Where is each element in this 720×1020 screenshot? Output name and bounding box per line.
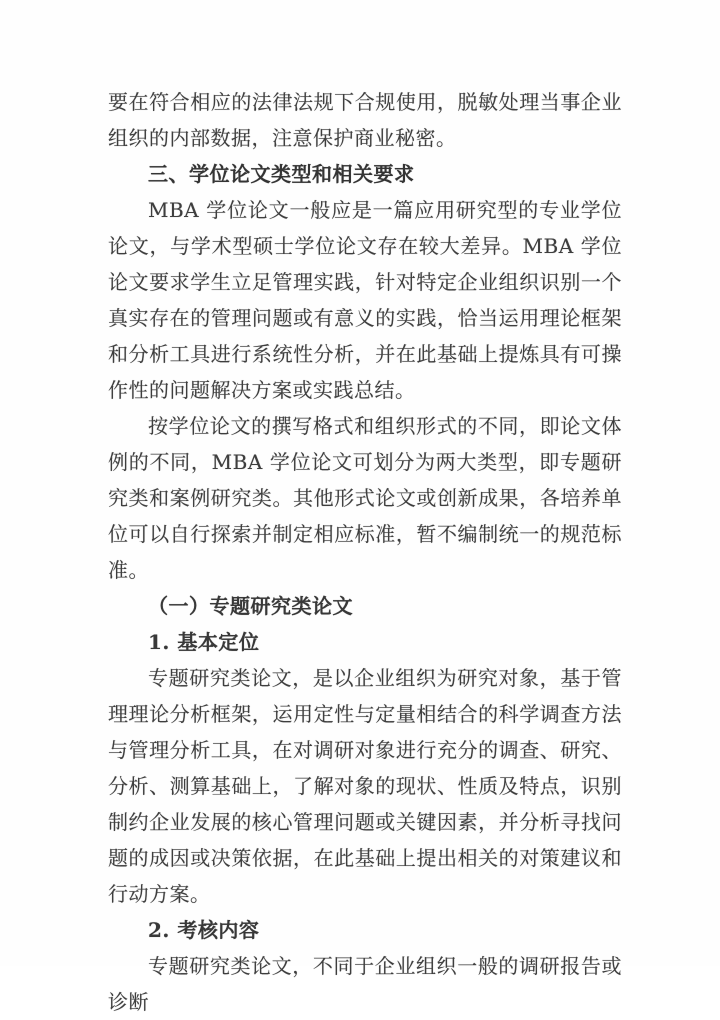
body-paragraph-truncated: 专题研究类论文，不同于企业组织一般的调研报告或诊断: [108, 954, 622, 1014]
numbered-heading-2: 2. 考核内容: [148, 918, 260, 942]
body-paragraph: 按学位论文的撰写格式和组织形式的不同，即论文体例的不同，MBA 学位论文可划分为两大类型，即专题研究类和案例研究类。其他形式论文或创新成果，各培养单位可以自行探索并制定相应标准，暂不编制统一的规范标准。: [108, 414, 622, 582]
body-paragraph: MBA 学位论文一般应是一篇应用研究型的专业学位论文，与学术型硕士学位论文存在较大差异。MBA 学位论文要求学生立足管理实践，针对特定企业组织识别一个真实存在的管理问题或有意义的实践，恰当运用理论框架和分析工具进行系统性分析，并在此基础上提炼具有可操作性的问题解决方案或实践总结。: [108, 198, 622, 402]
body-paragraph: 专题研究类论文，是以企业组织为研究对象，基于管理理论分析框架，运用定性与定量相结合的科学调查方法与管理分析工具，在对调研对象进行充分的调查、研究、分析、测算基础上，了解对象的现状、性质及特点，识别制约企业发展的核心管理问题或关键因素，并分析寻找问题的成因或决策依据，在此基础上提出相关的对策建议和行动方案。: [108, 666, 622, 906]
subsection-heading: （一）专题研究类论文: [148, 594, 353, 618]
body-paragraph-continuation: 要在符合相应的法律法规下合规使用，脱敏处理当事企业组织的内部数据，注意保护商业秘密。: [108, 90, 622, 150]
document-content: [108, 84, 622, 1020]
section-heading: 三、学位论文类型和相关要求: [148, 162, 415, 186]
numbered-heading-1: 1. 基本定位: [148, 630, 260, 654]
